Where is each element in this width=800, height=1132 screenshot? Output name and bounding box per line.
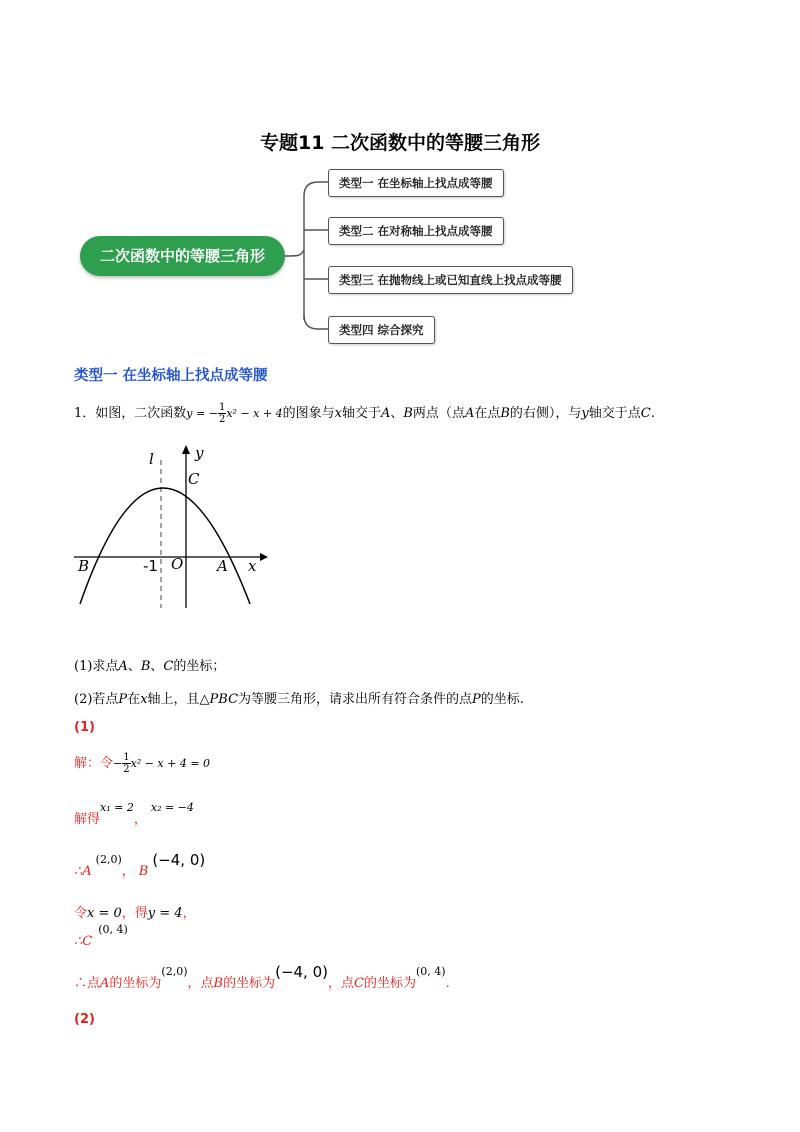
parabola-curve [80, 488, 250, 604]
solution-part2-label: (2) [74, 1012, 95, 1027]
sub2-pbc: PBC [209, 692, 239, 707]
sol3-a-value: (2,0) [95, 853, 122, 866]
formula-y: y = − [186, 407, 218, 420]
mindmap-branch-1: 类型一 在坐标轴上找点成等腰 [328, 169, 504, 197]
sol6-text-c: ，点 [187, 976, 214, 991]
sol1-minus: − [113, 757, 123, 770]
sub1-sep1: 、 [127, 659, 141, 674]
desc-point-b: B [403, 406, 413, 421]
sol4-text-a: 令 [74, 906, 88, 921]
sub2-mid2: 轴上，且△ [147, 692, 210, 707]
problem-lead: 如图，二次函数 [95, 406, 187, 421]
sub2-suffix: 的坐标. [480, 692, 524, 707]
sol3-comma: ， [121, 864, 135, 879]
sub2-x: x [140, 692, 148, 707]
sol6-text-f: 的坐标为 [363, 976, 416, 991]
sol4-x: x = 0 [87, 906, 122, 921]
desc-text-3: 、 [390, 406, 404, 421]
solution-line-6 [74, 963, 450, 991]
sol2-text: 解得 [74, 812, 101, 827]
label-l: l [149, 450, 154, 468]
label-x: x [248, 557, 257, 575]
desc-point-b-2: B [500, 406, 510, 421]
sol1-den: 2 [123, 764, 130, 775]
sub1-prefix: (1)求点 [74, 659, 119, 674]
x-axis-arrow [260, 553, 268, 561]
mindmap-branch-3: 类型三 在抛物线上或已知直线上找点成等腰 [328, 266, 573, 294]
solution-line-3 [74, 851, 206, 879]
label-y: y [195, 444, 204, 462]
sol1-num: 1 [123, 752, 130, 763]
mindmap-center: 二次函数中的等腰三角形 [80, 236, 285, 276]
sol6-b-value: (−4, 0) [275, 963, 328, 981]
solution-line-1 [74, 752, 210, 775]
desc-var-y: y [581, 406, 589, 421]
y-axis-arrow [182, 445, 190, 454]
page-title: 专题11 二次函数中的等腰三角形 [259, 132, 541, 154]
label-a: A [217, 557, 228, 575]
formula-den: 2 [218, 414, 226, 425]
solution-line-5 [74, 923, 128, 949]
sol3-b: B [138, 864, 149, 879]
desc-point-a-2: A [464, 406, 475, 421]
solution-part1-label: (1) [74, 720, 95, 735]
desc-text-4: 两点（点 [412, 406, 465, 421]
sub1-b: B [140, 659, 151, 674]
sol5-text: ∴C [74, 934, 93, 949]
formula-num: 1 [218, 402, 226, 413]
desc-text-7: 轴交于点 [588, 406, 641, 421]
sol2-x1: x₁ = 2 [100, 801, 134, 814]
sub1-c: C [163, 659, 174, 674]
sub2-prefix: (2)若点 [74, 692, 119, 707]
parabola-figure [70, 442, 270, 612]
problem-statement [74, 402, 655, 425]
sol2-comma: ， [133, 812, 147, 827]
sol6-a-value: (2,0) [161, 965, 188, 978]
desc-text-5: 在点 [474, 406, 501, 421]
sub2-mid3: 为等腰三角形，请求出所有符合条件的点 [238, 692, 473, 707]
sol4-text-b: ，得 [121, 906, 148, 921]
sol6-a: A [100, 976, 110, 991]
sol6-text-d: 的坐标为 [223, 976, 276, 991]
section-heading: 类型一 在坐标轴上找点成等腰 [74, 368, 268, 384]
sol1-text: 解：令 [74, 756, 114, 771]
sol1-rest: x² − x + 4 = 0 [130, 757, 211, 770]
sub2-mid1: 在 [127, 692, 141, 707]
sub1-a: A [118, 659, 128, 674]
sol6-c-value: (0, 4) [415, 965, 446, 978]
solution-line-4 [74, 902, 196, 921]
label-b: B [78, 557, 90, 575]
desc-text-2: 轴交于 [341, 406, 381, 421]
sol6-b: B [213, 976, 224, 991]
sol6-text-g: . [445, 976, 450, 991]
connector-branch-1 [304, 182, 328, 196]
sol1-fraction [122, 752, 130, 775]
desc-point-c: C [640, 406, 651, 421]
connector-branch-4 [304, 315, 328, 329]
problem-number: 1． [74, 406, 96, 421]
desc-var-x: x [334, 406, 342, 421]
formula-rest: x² − x + 4 [226, 407, 283, 420]
connector-center [285, 250, 304, 256]
label-c: C [188, 470, 200, 488]
sol6-text-a: ∴点 [74, 976, 101, 991]
sub1-suffix: 的坐标； [173, 659, 226, 674]
sol4-y: y = 4 [147, 906, 183, 921]
label-o: O [171, 555, 184, 573]
mindmap-branch-2: 类型二 在对称轴上找点成等腰 [328, 217, 504, 245]
sub-question-2 [74, 688, 524, 707]
desc-text-6: 的右侧），与 [509, 406, 582, 421]
sub2-p2: P [472, 692, 481, 707]
desc-text-1: 的图象与 [282, 406, 335, 421]
sub1-sep2: 、 [150, 659, 164, 674]
sol5-c-value: (0, 4) [98, 923, 128, 936]
desc-text-8: . [650, 406, 655, 421]
label-neg1: -1 [143, 557, 158, 575]
sol6-c: C [354, 976, 364, 991]
sol2-x2: x₂ = −4 [150, 801, 194, 814]
sub-question-1 [74, 655, 225, 674]
sol4-text-c: ， [182, 906, 196, 921]
sol3-b-value: (−4, 0) [152, 851, 206, 869]
mindmap-branch-4: 类型四 综合探究 [328, 316, 435, 344]
solution-line-2 [74, 801, 194, 827]
sol3-therefore: ∴A [74, 864, 92, 879]
sub2-p: P [118, 692, 128, 707]
sol6-text-e: ，点 [328, 976, 355, 991]
sol6-text-b: 的坐标为 [109, 976, 162, 991]
desc-point-a: A [380, 406, 391, 421]
